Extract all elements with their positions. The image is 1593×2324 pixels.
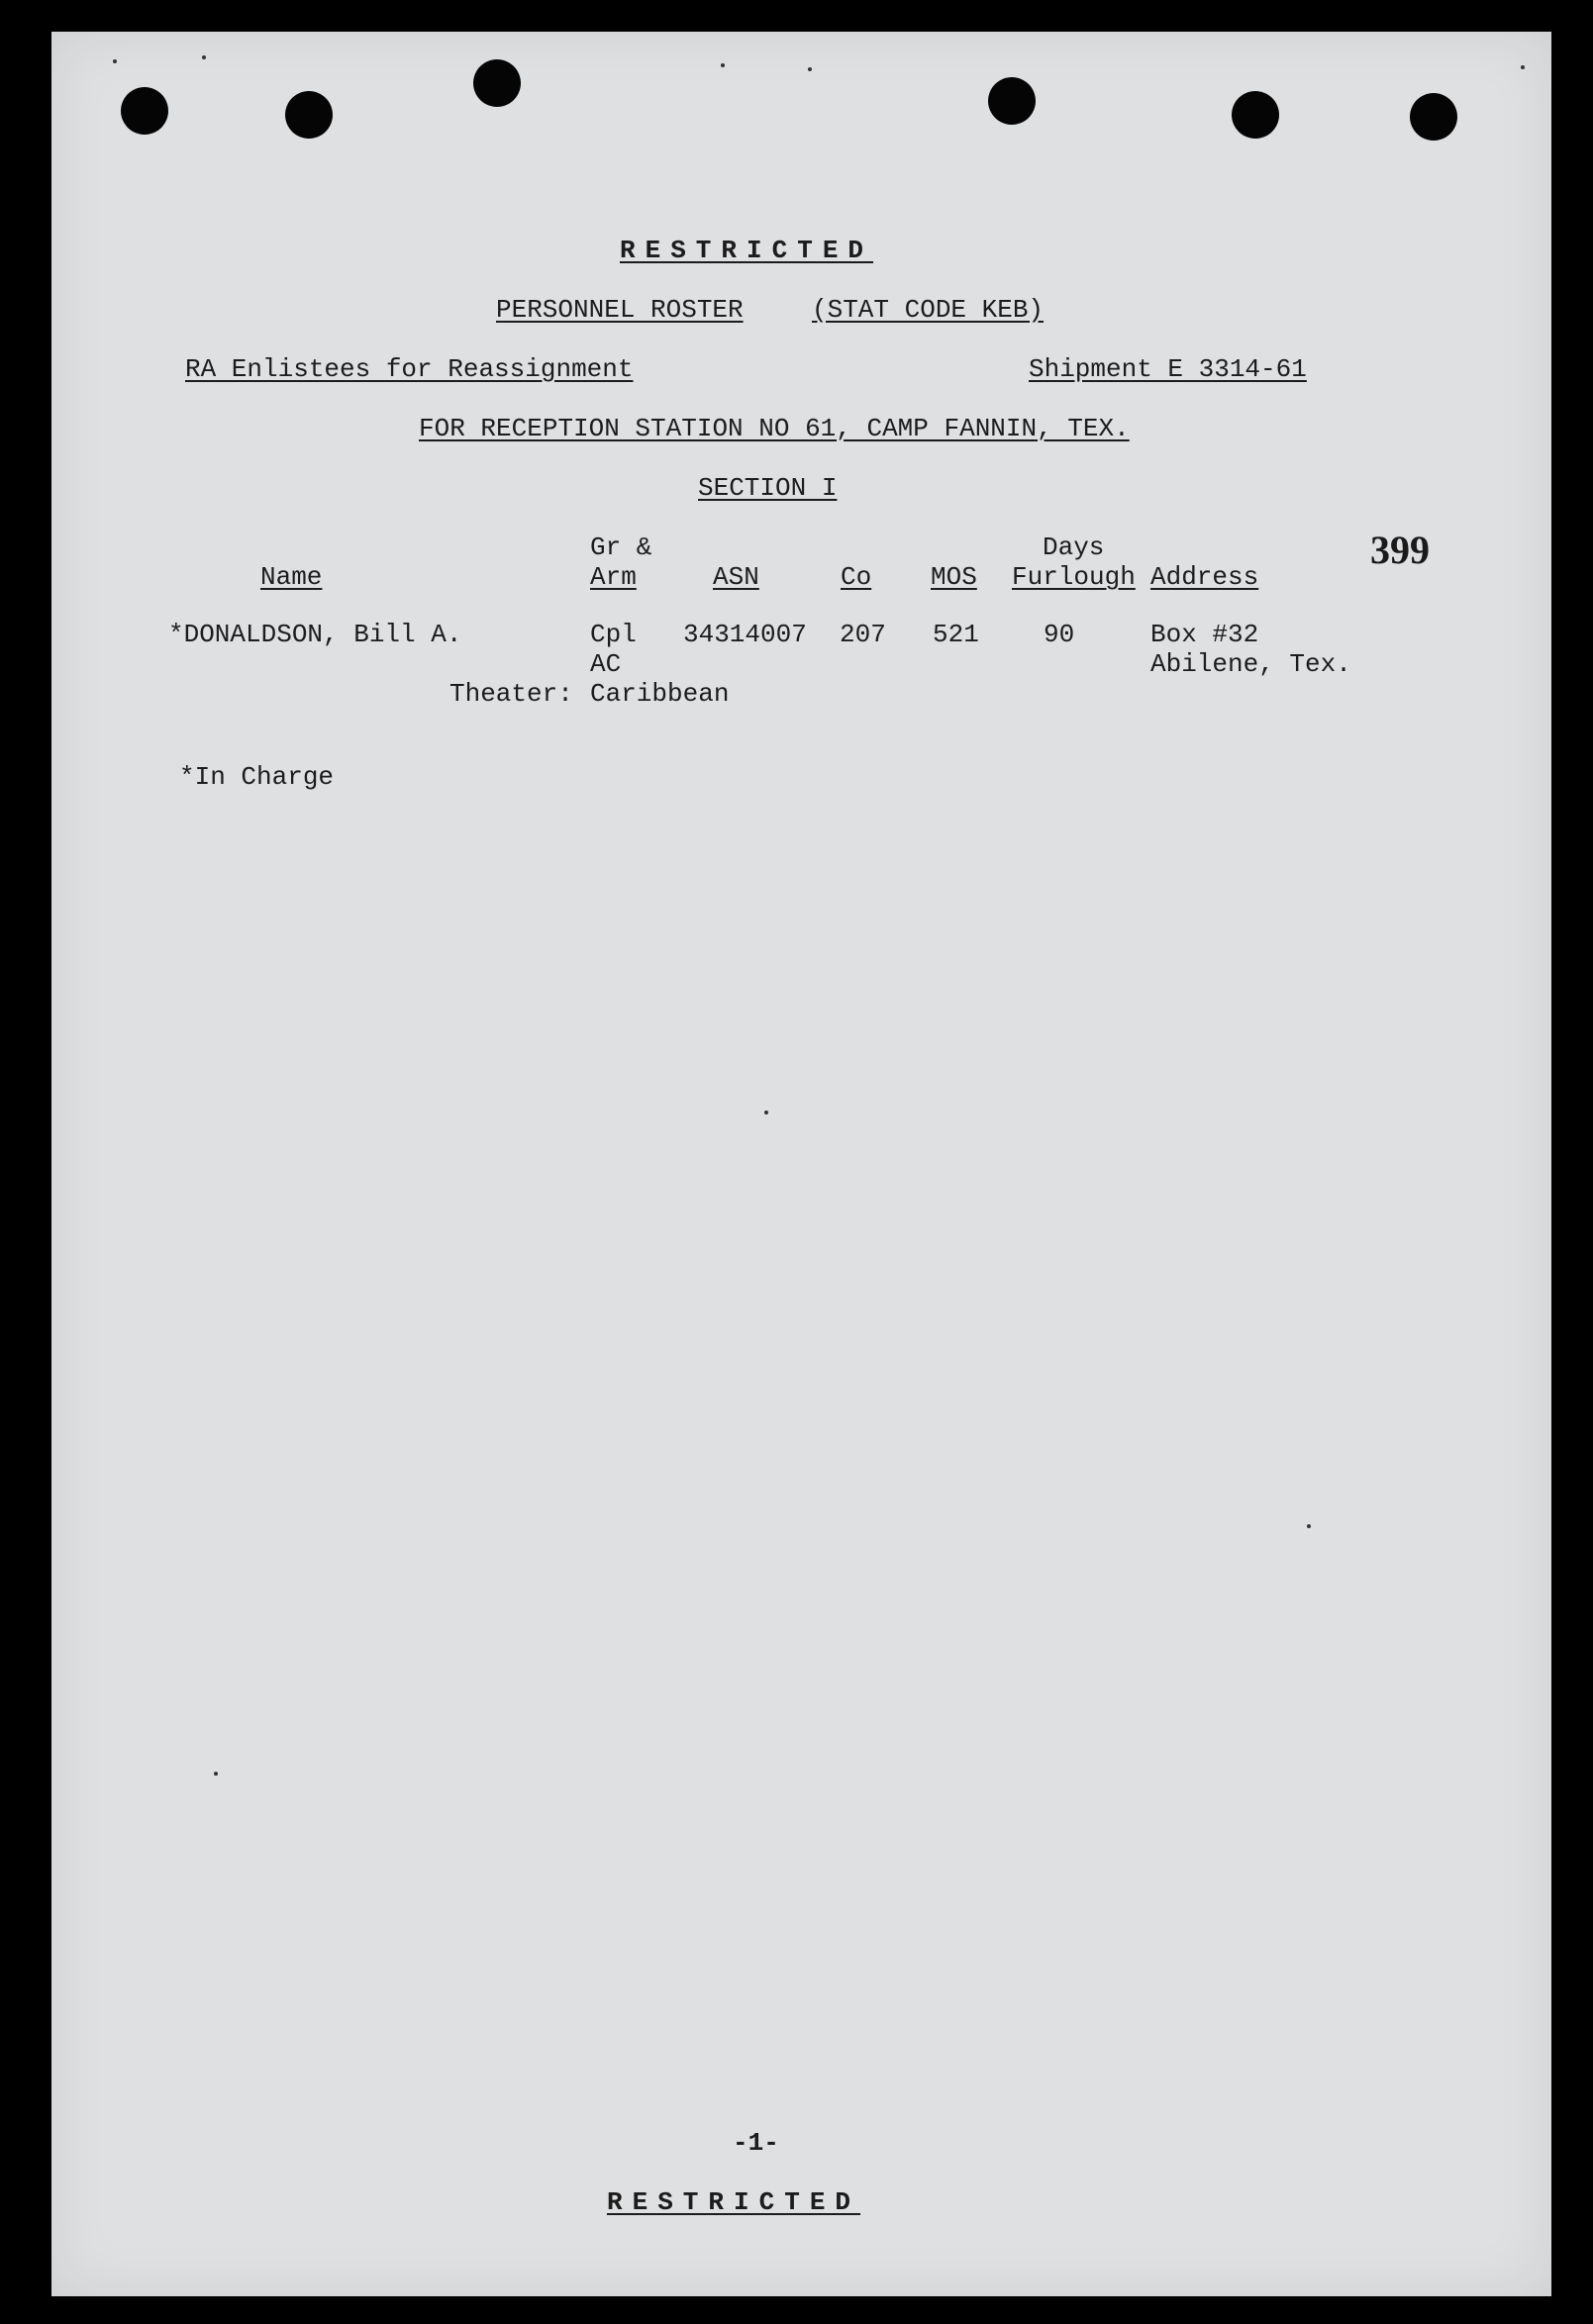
col-mos: MOS [931, 562, 977, 592]
col-days-line1: Days [1043, 533, 1105, 562]
speck [764, 1111, 768, 1114]
speck [214, 1772, 218, 1776]
speck [202, 55, 206, 59]
shipment-number: Shipment E 3314-61 [1029, 354, 1307, 384]
page-footer-number: -1- [733, 2128, 779, 2158]
punch-hole-1 [121, 87, 168, 135]
speck [1307, 1524, 1311, 1528]
destination-line: FOR RECEPTION STATION NO 61, CAMP FANNIN, TEX. [419, 414, 1130, 443]
row-asn: 34314007 [683, 620, 807, 649]
punch-hole-2 [285, 91, 333, 139]
row-theater-label: Theater: [449, 679, 573, 709]
speck [808, 67, 812, 71]
section-heading: SECTION I [698, 473, 838, 503]
document-page [51, 32, 1551, 2296]
speck [113, 59, 117, 63]
row-grade: Cpl [590, 620, 637, 649]
page-number-stamp: 399 [1370, 528, 1430, 572]
classification-top: RESTRICTED [620, 236, 874, 265]
row-arm: AC [590, 649, 622, 679]
punch-hole-3 [473, 59, 521, 107]
punch-hole-6 [1410, 93, 1457, 141]
col-asn: ASN [713, 562, 759, 592]
col-days-line2: Furlough [1012, 562, 1136, 592]
col-name: Name [260, 562, 323, 592]
punch-hole-5 [1232, 91, 1279, 139]
row-name: *DONALDSON, Bill A. [168, 620, 462, 649]
roster-subtitle: RA Enlistees for Reassignment [185, 354, 634, 384]
speck [1521, 65, 1525, 69]
row-mos: 521 [933, 620, 979, 649]
row-furlough: 90 [1044, 620, 1075, 649]
col-co: Co [841, 562, 872, 592]
footnote: *In Charge [179, 762, 335, 792]
col-address: Address [1150, 562, 1259, 592]
col-gr-line1: Gr & [590, 533, 652, 562]
row-address-line2: Abilene, Tex. [1150, 649, 1351, 679]
col-gr-line2: Arm [590, 562, 637, 592]
row-co: 207 [840, 620, 886, 649]
stat-code: (STAT CODE KEB) [812, 295, 1045, 325]
roster-title: PERSONNEL ROSTER [496, 295, 744, 325]
punch-hole-4 [988, 77, 1036, 125]
classification-bottom: RESTRICTED [607, 2187, 861, 2217]
row-theater: Caribbean [590, 679, 730, 709]
row-address-line1: Box #32 [1150, 620, 1259, 649]
speck [721, 63, 725, 67]
